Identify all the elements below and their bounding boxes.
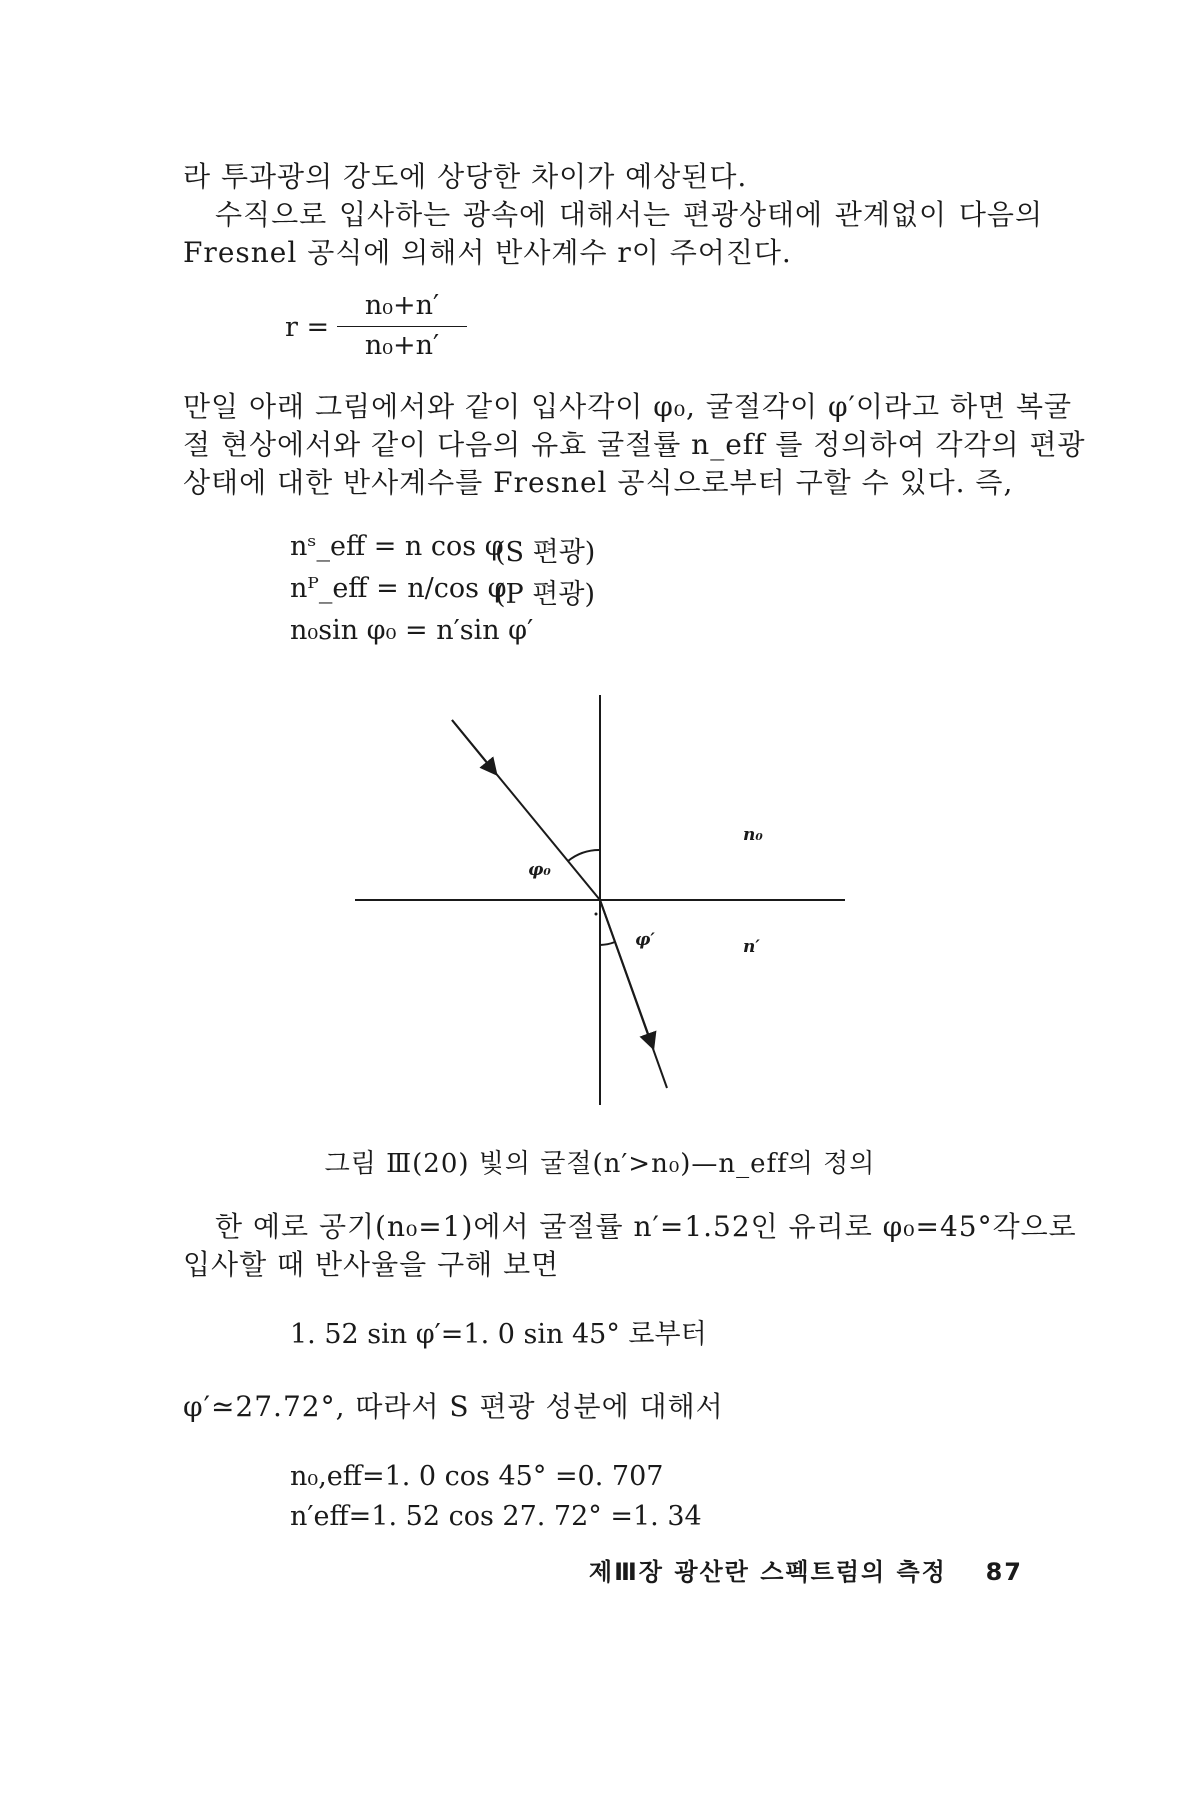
paragraph-line: 상태에 대한 반사계수를 Fresnel 공식으로부터 구할 수 있다. 즉,	[183, 466, 1014, 499]
equation-s-eff: nˢ_eff = n cos φ	[290, 531, 504, 562]
page-footer	[589, 1552, 1023, 1587]
phiprime-label: φ′	[635, 930, 655, 950]
refraction-angle-arc	[600, 942, 615, 945]
equation-n0-eff: n₀,eff=1. 0 cos 45° =0. 707	[290, 1461, 664, 1492]
equation-p-eff: nᴾ_eff = n/cos φ	[290, 573, 507, 604]
equation-p-label: (P 편광)	[495, 579, 595, 610]
equation-snell: n₀sin φ₀ = n′sin φ′	[290, 615, 534, 646]
refracted-arrow	[600, 900, 651, 1042]
paragraph-line: 한 예로 공기(n₀=1)에서 굴절률 n′=1.52인 유리로 φ₀=45°각으로	[215, 1210, 1077, 1243]
page-number: 87	[985, 1558, 1023, 1586]
fraction-bar	[337, 326, 467, 327]
formula-denominator: n₀+n′	[364, 330, 440, 361]
refraction-diagram	[340, 690, 860, 1110]
nprime-label: n′	[743, 937, 760, 957]
paragraph-line: φ′≃27.72°, 따라서 S 편광 성분에 대해서	[183, 1390, 724, 1423]
paragraph-line: 라 투과광의 강도에 상당한 차이가 예상된다.	[183, 160, 748, 193]
paragraph-line: 수직으로 입사하는 광속에 대해서는 편광상태에 관계없이 다음의	[215, 198, 1043, 231]
formula-numerator: n₀+n′	[364, 290, 440, 321]
phi0-label: φ₀	[528, 860, 551, 880]
figure-caption: 그림 Ⅲ(20) 빛의 굴절(n′>n₀)—n_eff의 정의	[324, 1149, 876, 1179]
formula-lhs: r =	[285, 312, 330, 343]
incidence-angle-arc	[568, 850, 600, 861]
paragraph-line: 입사할 때 반사율을 구해 보면	[183, 1248, 560, 1281]
paragraph-line: 절 현상에서와 같이 다음의 유효 굴절률 n_eff 를 정의하여 각각의 편광	[183, 428, 1086, 461]
paragraph-line: Fresnel 공식에 의해서 반사계수 r이 주어진다.	[183, 236, 792, 269]
equation-nprime-eff: n′eff=1. 52 cos 27. 72° =1. 34	[290, 1501, 702, 1532]
equation-example: 1. 52 sin φ′=1. 0 sin 45° 로부터	[290, 1319, 707, 1350]
n0-label: n₀	[743, 825, 763, 845]
paragraph-line: 만일 아래 그림에서와 같이 입사각이 φ₀, 굴절각이 φ′이라고 하면 복굴	[183, 390, 1073, 423]
incident-arrow	[452, 720, 492, 769]
equation-s-label: (S 편광)	[495, 537, 596, 568]
chapter-title: 제Ⅲ장 광산란 스펙트럼의 측정	[588, 1558, 947, 1586]
